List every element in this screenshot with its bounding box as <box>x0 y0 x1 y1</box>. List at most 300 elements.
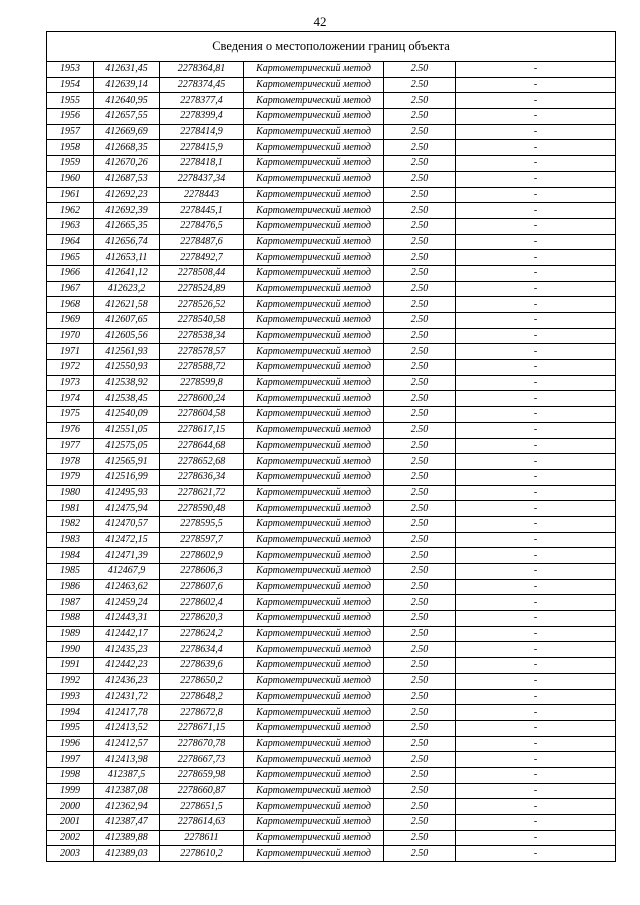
point-number-cell: 1979 <box>47 469 94 485</box>
method-cell: Картометрический метод <box>244 313 384 329</box>
method-cell: Картометрический метод <box>244 689 384 705</box>
table-row <box>47 516 616 532</box>
description-cell: - <box>456 77 616 93</box>
point-number-cell: 1967 <box>47 281 94 297</box>
accuracy-cell: 2.50 <box>384 171 456 187</box>
table-row <box>47 422 616 438</box>
description-cell: - <box>456 422 616 438</box>
description-cell: - <box>456 62 616 78</box>
accuracy-cell: 2.50 <box>384 752 456 768</box>
point-number-cell: 1995 <box>47 720 94 736</box>
description-cell: - <box>456 140 616 156</box>
accuracy-cell: 2.50 <box>384 93 456 109</box>
method-cell: Картометрический метод <box>244 611 384 627</box>
description-cell: - <box>456 579 616 595</box>
method-cell: Картометрический метод <box>244 187 384 203</box>
y-coordinate-cell: 2278538,34 <box>160 328 244 344</box>
method-cell: Картометрический метод <box>244 391 384 407</box>
y-coordinate-cell: 2278670,78 <box>160 736 244 752</box>
accuracy-cell: 2.50 <box>384 595 456 611</box>
accuracy-cell: 2.50 <box>384 438 456 454</box>
point-number-cell: 1980 <box>47 485 94 501</box>
description-cell: - <box>456 328 616 344</box>
point-number-cell: 1961 <box>47 187 94 203</box>
y-coordinate-cell: 2278652,68 <box>160 454 244 470</box>
accuracy-cell: 2.50 <box>384 783 456 799</box>
accuracy-cell: 2.50 <box>384 344 456 360</box>
x-coordinate-cell: 412387,47 <box>94 815 160 831</box>
x-coordinate-cell: 412670,26 <box>94 156 160 172</box>
description-cell: - <box>456 720 616 736</box>
method-cell: Картометрический метод <box>244 705 384 721</box>
table-row <box>47 720 616 736</box>
accuracy-cell: 2.50 <box>384 736 456 752</box>
accuracy-cell: 2.50 <box>384 407 456 423</box>
table-row <box>47 438 616 454</box>
description-cell: - <box>456 124 616 140</box>
page-number: 42 <box>313 14 327 29</box>
table-row <box>47 297 616 313</box>
y-coordinate-cell: 2278492,7 <box>160 250 244 266</box>
table-row <box>47 846 616 862</box>
method-cell: Картометрический метод <box>244 830 384 846</box>
method-cell: Картометрический метод <box>244 297 384 313</box>
description-cell: - <box>456 360 616 376</box>
y-coordinate-cell: 2278648,2 <box>160 689 244 705</box>
method-cell: Картометрический метод <box>244 846 384 862</box>
method-cell: Картометрический метод <box>244 642 384 658</box>
method-cell: Картометрический метод <box>244 344 384 360</box>
description-cell: - <box>456 281 616 297</box>
x-coordinate-cell: 412389,03 <box>94 846 160 862</box>
table-row <box>47 532 616 548</box>
x-coordinate-cell: 412471,39 <box>94 548 160 564</box>
table-row <box>47 611 616 627</box>
description-cell: - <box>456 391 616 407</box>
method-cell: Картометрический метод <box>244 516 384 532</box>
x-coordinate-cell: 412687,53 <box>94 171 160 187</box>
method-cell: Картометрический метод <box>244 469 384 485</box>
description-cell: - <box>456 548 616 564</box>
table-row <box>47 783 616 799</box>
description-cell: - <box>456 171 616 187</box>
description-cell: - <box>456 815 616 831</box>
accuracy-cell: 2.50 <box>384 62 456 78</box>
method-cell: Картометрический метод <box>244 783 384 799</box>
point-number-cell: 1999 <box>47 783 94 799</box>
point-number-cell: 1991 <box>47 658 94 674</box>
table-row <box>47 124 616 140</box>
description-cell: - <box>456 454 616 470</box>
accuracy-cell: 2.50 <box>384 658 456 674</box>
table-row <box>47 250 616 266</box>
x-coordinate-cell: 412389,88 <box>94 830 160 846</box>
y-coordinate-cell: 2278639,6 <box>160 658 244 674</box>
table-row <box>47 140 616 156</box>
method-cell: Картометрический метод <box>244 454 384 470</box>
description-cell: - <box>456 344 616 360</box>
x-coordinate-cell: 412550,93 <box>94 360 160 376</box>
description-cell: - <box>456 156 616 172</box>
y-coordinate-cell: 2278602,9 <box>160 548 244 564</box>
y-coordinate-cell: 2278508,44 <box>160 265 244 281</box>
y-coordinate-cell: 2278597,7 <box>160 532 244 548</box>
table-row <box>47 736 616 752</box>
x-coordinate-cell: 412575,05 <box>94 438 160 454</box>
description-cell: - <box>456 532 616 548</box>
point-number-cell: 1965 <box>47 250 94 266</box>
point-number-cell: 1971 <box>47 344 94 360</box>
table-title-row <box>47 32 616 62</box>
accuracy-cell: 2.50 <box>384 187 456 203</box>
point-number-cell: 1963 <box>47 218 94 234</box>
method-cell: Картометрический метод <box>244 720 384 736</box>
point-number-cell: 1966 <box>47 265 94 281</box>
point-number-cell: 1998 <box>47 767 94 783</box>
description-cell: - <box>456 705 616 721</box>
point-number-cell: 1976 <box>47 422 94 438</box>
point-number-cell: 1960 <box>47 171 94 187</box>
table-row <box>47 109 616 125</box>
point-number-cell: 1970 <box>47 328 94 344</box>
x-coordinate-cell: 412669,69 <box>94 124 160 140</box>
description-cell: - <box>456 218 616 234</box>
description-cell: - <box>456 501 616 517</box>
point-number-cell: 1990 <box>47 642 94 658</box>
accuracy-cell: 2.50 <box>384 360 456 376</box>
accuracy-cell: 2.50 <box>384 297 456 313</box>
point-number-cell: 2000 <box>47 799 94 815</box>
y-coordinate-cell: 2278377,4 <box>160 93 244 109</box>
table-row <box>47 391 616 407</box>
accuracy-cell: 2.50 <box>384 611 456 627</box>
y-coordinate-cell: 2278659,98 <box>160 767 244 783</box>
method-cell: Картометрический метод <box>244 77 384 93</box>
method-cell: Картометрический метод <box>244 595 384 611</box>
y-coordinate-cell: 2278414,9 <box>160 124 244 140</box>
table-body <box>47 62 616 862</box>
point-number-cell: 1957 <box>47 124 94 140</box>
accuracy-cell: 2.50 <box>384 501 456 517</box>
description-cell: - <box>456 830 616 846</box>
method-cell: Картометрический метод <box>244 532 384 548</box>
y-coordinate-cell: 2278599,8 <box>160 375 244 391</box>
description-cell: - <box>456 783 616 799</box>
description-cell: - <box>456 375 616 391</box>
description-cell: - <box>456 658 616 674</box>
x-coordinate-cell: 412623,2 <box>94 281 160 297</box>
y-coordinate-cell: 2278526,52 <box>160 297 244 313</box>
description-cell: - <box>456 516 616 532</box>
x-coordinate-cell: 412413,98 <box>94 752 160 768</box>
x-coordinate-cell: 412607,65 <box>94 313 160 329</box>
table-row <box>47 328 616 344</box>
table-row <box>47 156 616 172</box>
method-cell: Картометрический метод <box>244 579 384 595</box>
description-cell: - <box>456 564 616 580</box>
table-row <box>47 595 616 611</box>
table-row <box>47 548 616 564</box>
table-row <box>47 360 616 376</box>
x-coordinate-cell: 412435,23 <box>94 642 160 658</box>
description-cell: - <box>456 265 616 281</box>
description-cell: - <box>456 407 616 423</box>
method-cell: Картометрический метод <box>244 62 384 78</box>
accuracy-cell: 2.50 <box>384 689 456 705</box>
y-coordinate-cell: 2278617,15 <box>160 422 244 438</box>
y-coordinate-cell: 2278621,72 <box>160 485 244 501</box>
description-cell: - <box>456 846 616 862</box>
method-cell: Картометрический метод <box>244 328 384 344</box>
point-number-cell: 1972 <box>47 360 94 376</box>
y-coordinate-cell: 2278650,2 <box>160 673 244 689</box>
y-coordinate-cell: 2278418,1 <box>160 156 244 172</box>
y-coordinate-cell: 2278651,5 <box>160 799 244 815</box>
accuracy-cell: 2.50 <box>384 469 456 485</box>
table-row <box>47 658 616 674</box>
method-cell: Картометрический метод <box>244 548 384 564</box>
description-cell: - <box>456 611 616 627</box>
accuracy-cell: 2.50 <box>384 454 456 470</box>
method-cell: Картометрический метод <box>244 360 384 376</box>
method-cell: Картометрический метод <box>244 658 384 674</box>
point-number-cell: 1982 <box>47 516 94 532</box>
x-coordinate-cell: 412413,52 <box>94 720 160 736</box>
x-coordinate-cell: 412551,05 <box>94 422 160 438</box>
table-row <box>47 469 616 485</box>
point-number-cell: 1989 <box>47 626 94 642</box>
table-row <box>47 203 616 219</box>
y-coordinate-cell: 2278437,34 <box>160 171 244 187</box>
method-cell: Картометрический метод <box>244 407 384 423</box>
y-coordinate-cell: 2278672,8 <box>160 705 244 721</box>
method-cell: Картометрический метод <box>244 673 384 689</box>
x-coordinate-cell: 412692,39 <box>94 203 160 219</box>
description-cell: - <box>456 752 616 768</box>
point-number-cell: 1993 <box>47 689 94 705</box>
table-row <box>47 93 616 109</box>
method-cell: Картометрический метод <box>244 626 384 642</box>
x-coordinate-cell: 412467,9 <box>94 564 160 580</box>
y-coordinate-cell: 2278671,15 <box>160 720 244 736</box>
table-title: Сведения о местоположении границ объекта <box>47 32 616 62</box>
table-row <box>47 313 616 329</box>
y-coordinate-cell: 2278443 <box>160 187 244 203</box>
table-row <box>47 626 616 642</box>
point-number-cell: 1954 <box>47 77 94 93</box>
x-coordinate-cell: 412640,95 <box>94 93 160 109</box>
x-coordinate-cell: 412436,23 <box>94 673 160 689</box>
method-cell: Картометрический метод <box>244 736 384 752</box>
x-coordinate-cell: 412657,55 <box>94 109 160 125</box>
y-coordinate-cell: 2278540,58 <box>160 313 244 329</box>
point-number-cell: 1978 <box>47 454 94 470</box>
description-cell: - <box>456 250 616 266</box>
x-coordinate-cell: 412639,14 <box>94 77 160 93</box>
table-row <box>47 752 616 768</box>
y-coordinate-cell: 2278634,4 <box>160 642 244 658</box>
accuracy-cell: 2.50 <box>384 846 456 862</box>
description-cell: - <box>456 689 616 705</box>
point-number-cell: 1984 <box>47 548 94 564</box>
method-cell: Картометрический метод <box>244 171 384 187</box>
x-coordinate-cell: 412665,35 <box>94 218 160 234</box>
accuracy-cell: 2.50 <box>384 815 456 831</box>
table-row <box>47 830 616 846</box>
y-coordinate-cell: 2278606,3 <box>160 564 244 580</box>
table-row <box>47 564 616 580</box>
x-coordinate-cell: 412653,11 <box>94 250 160 266</box>
point-number-cell: 1994 <box>47 705 94 721</box>
table-row <box>47 485 616 501</box>
point-number-cell: 1986 <box>47 579 94 595</box>
point-number-cell: 1962 <box>47 203 94 219</box>
table-row <box>47 673 616 689</box>
point-number-cell: 2003 <box>47 846 94 862</box>
point-number-cell: 1985 <box>47 564 94 580</box>
description-cell: - <box>456 234 616 250</box>
accuracy-cell: 2.50 <box>384 626 456 642</box>
x-coordinate-cell: 412417,78 <box>94 705 160 721</box>
description-cell: - <box>456 297 616 313</box>
y-coordinate-cell: 2278476,5 <box>160 218 244 234</box>
point-number-cell: 2001 <box>47 815 94 831</box>
y-coordinate-cell: 2278614,63 <box>160 815 244 831</box>
description-cell: - <box>456 767 616 783</box>
x-coordinate-cell: 412631,45 <box>94 62 160 78</box>
y-coordinate-cell: 2278636,34 <box>160 469 244 485</box>
accuracy-cell: 2.50 <box>384 234 456 250</box>
x-coordinate-cell: 412443,31 <box>94 611 160 627</box>
y-coordinate-cell: 2278607,6 <box>160 579 244 595</box>
y-coordinate-cell: 2278374,45 <box>160 77 244 93</box>
point-number-cell: 1981 <box>47 501 94 517</box>
accuracy-cell: 2.50 <box>384 203 456 219</box>
accuracy-cell: 2.50 <box>384 720 456 736</box>
point-number-cell: 1996 <box>47 736 94 752</box>
method-cell: Картометрический метод <box>244 218 384 234</box>
method-cell: Картометрический метод <box>244 767 384 783</box>
table-row <box>47 407 616 423</box>
table-row <box>47 281 616 297</box>
table-row <box>47 642 616 658</box>
accuracy-cell: 2.50 <box>384 156 456 172</box>
accuracy-cell: 2.50 <box>384 579 456 595</box>
table-row <box>47 799 616 815</box>
point-number-cell: 1987 <box>47 595 94 611</box>
accuracy-cell: 2.50 <box>384 328 456 344</box>
y-coordinate-cell: 2278600,24 <box>160 391 244 407</box>
description-cell: - <box>456 626 616 642</box>
y-coordinate-cell: 2278590,48 <box>160 501 244 517</box>
accuracy-cell: 2.50 <box>384 281 456 297</box>
method-cell: Картометрический метод <box>244 281 384 297</box>
table-row <box>47 815 616 831</box>
table-row <box>47 501 616 517</box>
point-number-cell: 1959 <box>47 156 94 172</box>
x-coordinate-cell: 412621,58 <box>94 297 160 313</box>
accuracy-cell: 2.50 <box>384 124 456 140</box>
description-cell: - <box>456 469 616 485</box>
accuracy-cell: 2.50 <box>384 642 456 658</box>
point-number-cell: 1975 <box>47 407 94 423</box>
y-coordinate-cell: 2278604,58 <box>160 407 244 423</box>
table-row <box>47 705 616 721</box>
table-row <box>47 218 616 234</box>
accuracy-cell: 2.50 <box>384 218 456 234</box>
table-row <box>47 171 616 187</box>
x-coordinate-cell: 412387,5 <box>94 767 160 783</box>
x-coordinate-cell: 412540,09 <box>94 407 160 423</box>
point-number-cell: 1969 <box>47 313 94 329</box>
point-number-cell: 2002 <box>47 830 94 846</box>
x-coordinate-cell: 412561,93 <box>94 344 160 360</box>
table-row <box>47 265 616 281</box>
x-coordinate-cell: 412656,74 <box>94 234 160 250</box>
point-number-cell: 1973 <box>47 375 94 391</box>
description-cell: - <box>456 313 616 329</box>
table-row <box>47 689 616 705</box>
accuracy-cell: 2.50 <box>384 516 456 532</box>
point-number-cell: 1953 <box>47 62 94 78</box>
method-cell: Картометрический метод <box>244 815 384 831</box>
y-coordinate-cell: 2278487,6 <box>160 234 244 250</box>
description-cell: - <box>456 799 616 815</box>
x-coordinate-cell: 412472,15 <box>94 532 160 548</box>
point-number-cell: 1955 <box>47 93 94 109</box>
description-cell: - <box>456 93 616 109</box>
y-coordinate-cell: 2278588,72 <box>160 360 244 376</box>
y-coordinate-cell: 2278667,73 <box>160 752 244 768</box>
description-cell: - <box>456 187 616 203</box>
y-coordinate-cell: 2278415,9 <box>160 140 244 156</box>
method-cell: Картометрический метод <box>244 752 384 768</box>
accuracy-cell: 2.50 <box>384 313 456 329</box>
method-cell: Картометрический метод <box>244 485 384 501</box>
y-coordinate-cell: 2278660,87 <box>160 783 244 799</box>
x-coordinate-cell: 412459,24 <box>94 595 160 611</box>
accuracy-cell: 2.50 <box>384 485 456 501</box>
x-coordinate-cell: 412412,57 <box>94 736 160 752</box>
accuracy-cell: 2.50 <box>384 375 456 391</box>
description-cell: - <box>456 595 616 611</box>
method-cell: Картометрический метод <box>244 140 384 156</box>
x-coordinate-cell: 412641,12 <box>94 265 160 281</box>
point-number-cell: 1964 <box>47 234 94 250</box>
x-coordinate-cell: 412362,94 <box>94 799 160 815</box>
point-number-cell: 1977 <box>47 438 94 454</box>
accuracy-cell: 2.50 <box>384 109 456 125</box>
accuracy-cell: 2.50 <box>384 767 456 783</box>
x-coordinate-cell: 412538,45 <box>94 391 160 407</box>
accuracy-cell: 2.50 <box>384 830 456 846</box>
y-coordinate-cell: 2278578,57 <box>160 344 244 360</box>
method-cell: Картометрический метод <box>244 234 384 250</box>
x-coordinate-cell: 412538,92 <box>94 375 160 391</box>
x-coordinate-cell: 412463,62 <box>94 579 160 595</box>
accuracy-cell: 2.50 <box>384 799 456 815</box>
x-coordinate-cell: 412692,23 <box>94 187 160 203</box>
table-row <box>47 375 616 391</box>
description-cell: - <box>456 642 616 658</box>
method-cell: Картометрический метод <box>244 109 384 125</box>
x-coordinate-cell: 412516,99 <box>94 469 160 485</box>
method-cell: Картометрический метод <box>244 438 384 454</box>
method-cell: Картометрический метод <box>244 124 384 140</box>
accuracy-cell: 2.50 <box>384 391 456 407</box>
method-cell: Картометрический метод <box>244 422 384 438</box>
description-cell: - <box>456 109 616 125</box>
